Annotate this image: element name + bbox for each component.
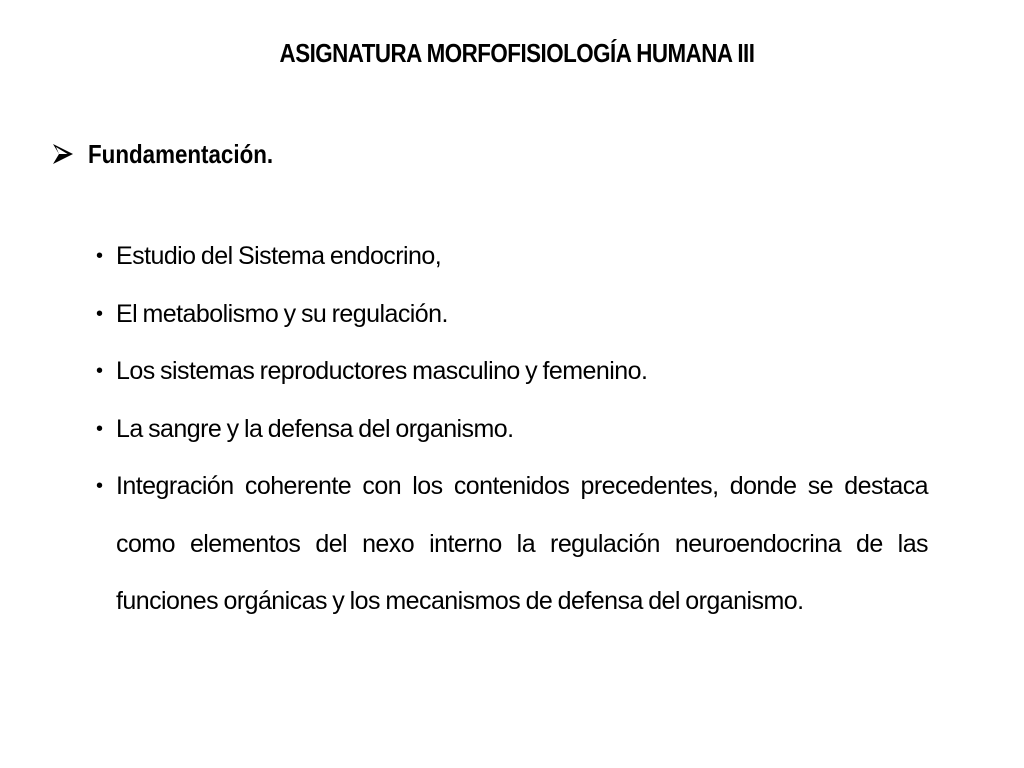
list-item (96, 228, 928, 286)
list-item (96, 401, 928, 459)
list-item (96, 286, 928, 344)
bullet-dot-icon: • (96, 302, 104, 325)
section-heading (52, 136, 303, 172)
list-item-text: El metabolismo y su regulación. (116, 299, 448, 328)
list-item-text: Estudio del Sistema endocrino, (116, 242, 442, 270)
bullet-dot-icon: • (96, 417, 104, 440)
list-item-text: Integración coherente con los contenidos precedentes, donde se destaca como elementos del nexo interno la regulación neuroendocrina de las funciones orgánicas y los mecanismos de defensa del organismo. (116, 472, 928, 615)
section-label: Fundamentación. (88, 138, 274, 169)
list-item (96, 343, 928, 401)
list-item (96, 458, 928, 631)
arrow-bullet-icon (52, 143, 74, 165)
list-item-text: Los sistemas reproductores masculino y femenino. (116, 357, 648, 385)
list-item-text: La sangre y la defensa del organismo. (116, 414, 514, 443)
bullet-dot-icon: • (96, 245, 104, 267)
bullet-dot-icon: • (96, 360, 104, 382)
slide-title: ASIGNATURA MORFOFISIOLOGÍA HUMANA III (279, 38, 755, 68)
bullet-list (96, 228, 928, 631)
bullet-dot-icon: • (96, 475, 104, 497)
